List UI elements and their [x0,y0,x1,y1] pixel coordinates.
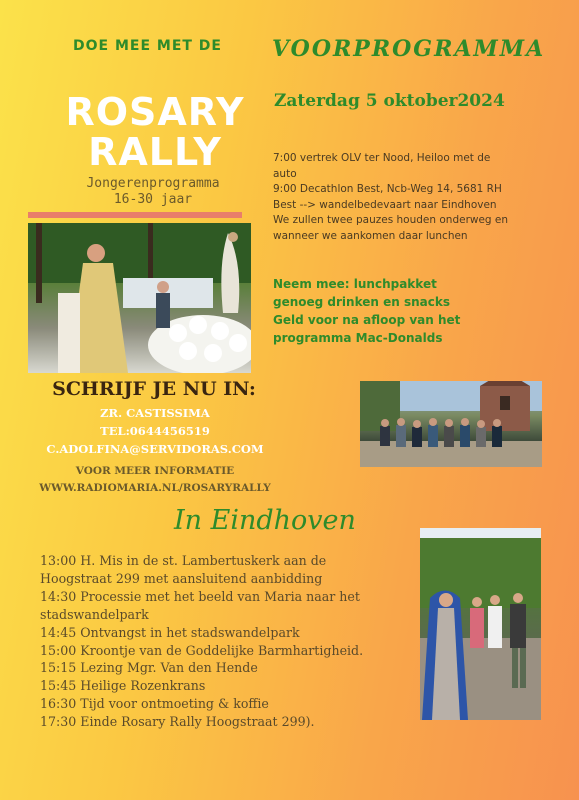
program-line: 14:30 Processie met het beeld van Maria naar het [40,588,360,604]
schedule-line: wanneer we aankomen daar lunchen [273,229,468,242]
program-line: 15:15 Lezing Mgr. Van den Hende [40,660,258,676]
rosary-rally-title: ROSARY RALLY [65,90,245,174]
info-label: VOOR MEER INFORMATIE [75,465,235,477]
program-line: 15:00 Kroontje van de Goddelijke Barmhartigheid. [40,642,364,658]
procession-photo [28,223,251,373]
group-photo [360,381,542,467]
program-line: stadswandelpark [40,606,149,622]
schedule-line: We zullen twee pauzes houden onderweg en [273,214,509,226]
neem-mee-line: Geld voor na afloop van het [273,313,461,327]
doe-mee-heading: DOE MEE MET DE [73,38,222,54]
program-line: 16:30 Tijd voor ontmoeting & koffie [40,696,269,712]
schedule-line: auto [273,167,297,180]
jongeren-line-1: Jongerenprogramma [86,176,220,191]
eindhoven-program [40,552,410,731]
voorprogramma-heading: VOORPROGRAMMA [272,36,546,62]
jongeren-line-2: 16-30 jaar [113,192,193,207]
voorprogramma-schedule [273,151,563,244]
accent-bar [28,212,242,218]
pilgrim-walk-photo [420,528,541,720]
program-line: 17:30 Einde Rosary Rally Hoogstraat 299). [40,714,315,730]
info-block [26,463,284,497]
info-url-link[interactable]: WWW.RADIOMARIA.NL/ROSARYRALLY [39,482,271,494]
jongeren-subtitle [48,176,258,208]
program-line: 14:45 Ontvangst in het stadswandelpark [40,624,300,640]
event-date: Zaterdag 5 oktober2024 [274,91,505,111]
schedule-line: Best --> wandelbedevaart naar Eindhoven [273,198,497,211]
neem-mee-line: genoeg drinken en snacks [273,295,450,309]
contact-block [30,404,280,458]
schedule-line: 7:00 vertrek OLV ter Nood, Heiloo met de [273,152,491,164]
program-line: 13:00 H. Mis in de st. Lambertuskerk aan de [40,553,327,568]
contact-phone[interactable]: TEL:0644456519 [100,424,210,438]
contact-email[interactable]: C.ADOLFINA@SERVIDORAS.COM [46,442,264,456]
neem-mee-line: programma Mac-Donalds [273,331,443,345]
program-line: 15:45 Heilige Rozenkrans [40,678,206,694]
neem-mee-line: Neem mee: lunchpakket [273,277,437,291]
neem-mee-list [273,275,563,347]
eindhoven-heading: In Eindhoven [174,505,356,536]
program-line: Hoogstraat 299 met aansluitend aanbidding [40,570,323,586]
contact-name: ZR. CASTISSIMA [100,406,210,420]
schedule-line: 9:00 Decathlon Best, Ncb-Weg 14, 5681 RH [273,183,502,195]
signup-heading: SCHRIJF JE NU IN: [52,378,256,400]
